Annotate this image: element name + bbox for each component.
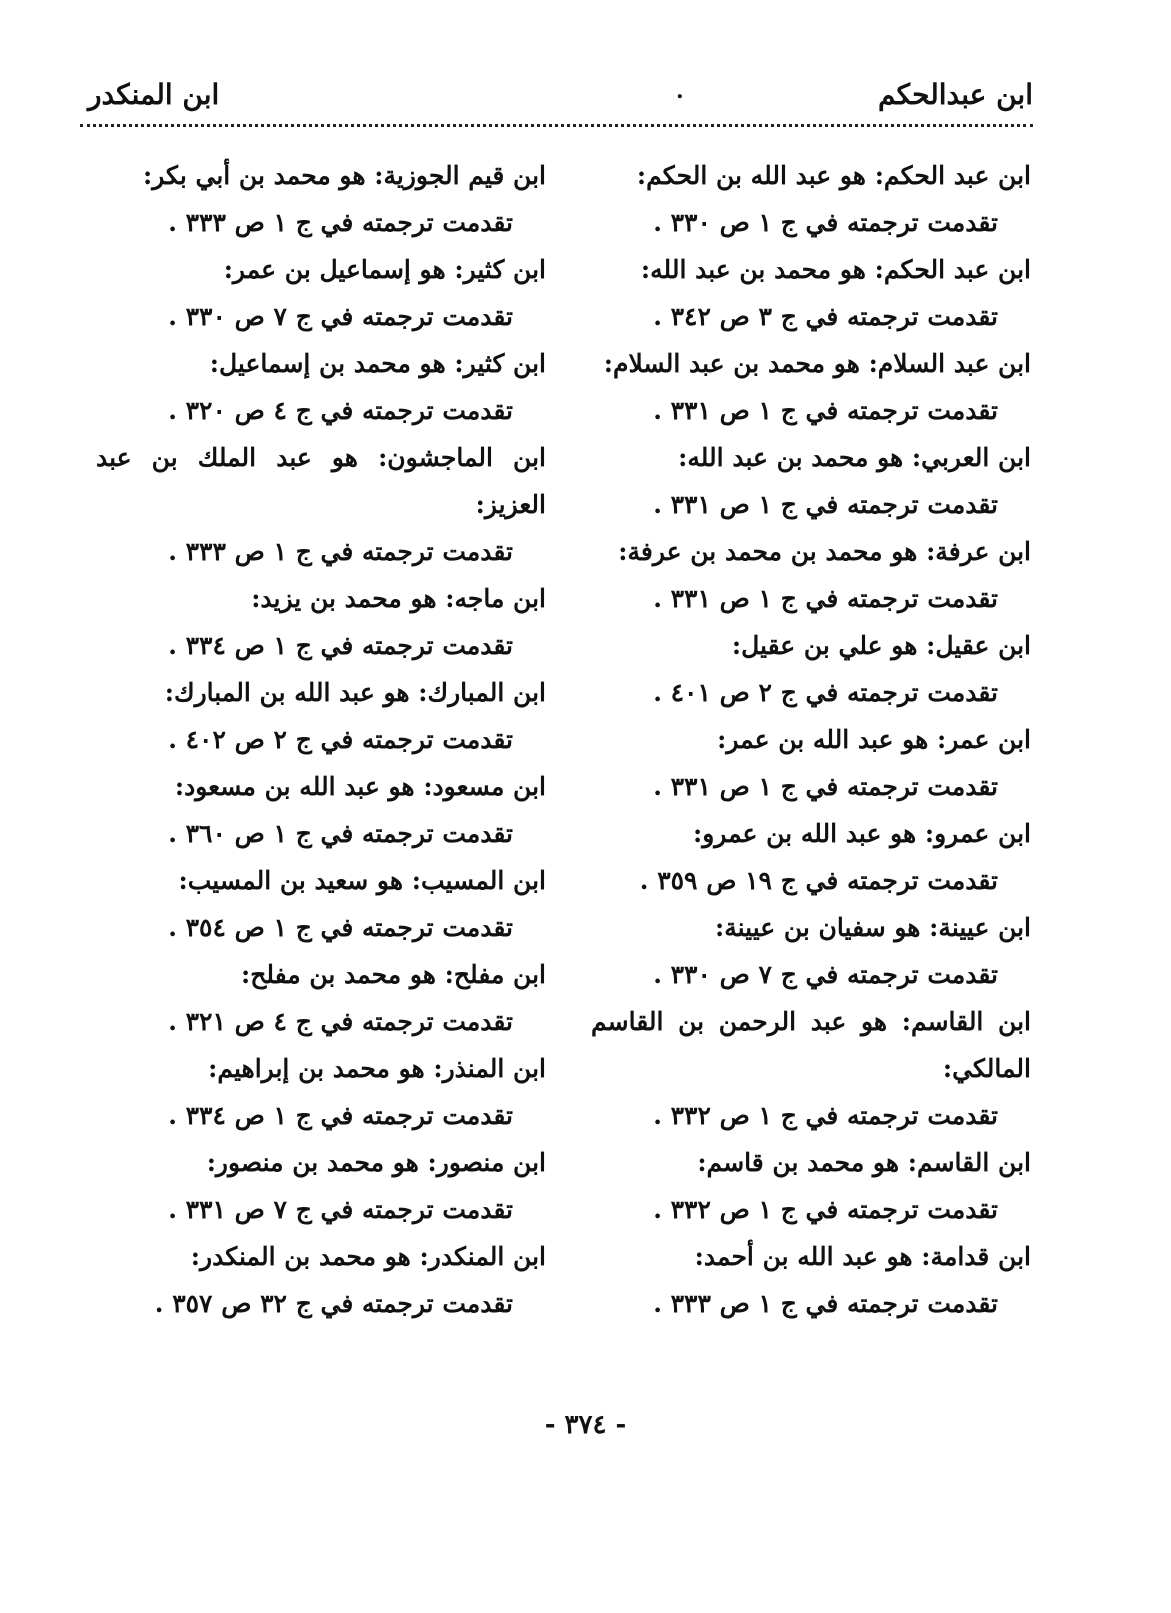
page-number: - ٣٧٤ - — [544, 1410, 627, 1440]
entry-reference: تقدمت ترجمته في ج ١ ص ٣٥٤ . — [168, 913, 513, 942]
index-entry — [591, 340, 1031, 434]
index-entry — [591, 904, 1031, 998]
entry-heading: ابن كثير: هو إسماعيل بن عمر: — [223, 255, 546, 284]
index-entry — [591, 246, 1031, 340]
entry-heading: ابن عيينة: هو سفيان بن عيينة: — [714, 913, 1031, 942]
index-entry — [96, 669, 546, 763]
entry-reference: تقدمت ترجمته في ج ١ ص ٣٣٣ . — [653, 1289, 998, 1318]
index-entry — [96, 246, 546, 340]
entry-reference: تقدمت ترجمته في ج ١ ص ٣٣١ . — [653, 396, 998, 425]
entry-reference: تقدمت ترجمته في ج ١ ص ٣٦٠ . — [168, 819, 513, 848]
index-entry — [96, 763, 546, 857]
entry-reference: تقدمت ترجمته في ج ٧ ص ٣٣٠ . — [653, 960, 998, 989]
entry-heading: ابن كثير: هو محمد بن إسماعيل: — [209, 349, 546, 378]
entry-heading: ابن العربي: هو محمد بن عبد الله: — [678, 443, 1031, 472]
index-entry — [591, 716, 1031, 810]
index-entry — [591, 810, 1031, 904]
index-entry — [96, 340, 546, 434]
header-dotted-rule — [80, 124, 1033, 127]
index-entry — [96, 575, 546, 669]
entry-heading: ابن المنذر: هو محمد بن إبراهيم: — [208, 1054, 546, 1083]
running-head-mark: . — [676, 78, 684, 104]
entry-reference: تقدمت ترجمته في ج ١٩ ص ٣٥٩ . — [639, 866, 998, 895]
entry-heading: ابن عبد الحكم: هو عبد الله بن الحكم: — [636, 161, 1031, 190]
entry-reference: تقدمت ترجمته في ج ١ ص ٣٣١ . — [653, 772, 998, 801]
entry-reference: تقدمت ترجمته في ج ٤ ص ٣٢١ . — [168, 1007, 513, 1036]
entry-heading: ابن الماجشون: هو عبد الملك بن عبد العزيز: — [96, 443, 546, 519]
entry-reference: تقدمت ترجمته في ج ١ ص ٣٣٢ . — [653, 1195, 998, 1224]
entry-reference: تقدمت ترجمته في ج ١ ص ٣٣٠ . — [653, 208, 998, 237]
index-entry — [591, 152, 1031, 246]
running-head-left: ابن المنكدر — [88, 78, 220, 111]
entry-heading: ابن ماجه: هو محمد بن يزيد: — [251, 584, 546, 613]
entry-heading: ابن عقيل: هو علي بن عقيل: — [731, 631, 1031, 660]
index-entry — [591, 528, 1031, 622]
entry-heading: ابن عمرو: هو عبد الله بن عمرو: — [692, 819, 1031, 848]
entry-reference: تقدمت ترجمته في ج ١ ص ٣٣٤ . — [168, 1101, 513, 1130]
running-head-right: ابن عبدالحكم — [878, 78, 1033, 111]
index-entry — [591, 1139, 1031, 1233]
entry-heading: ابن قدامة: هو عبد الله بن أحمد: — [694, 1242, 1031, 1271]
index-entry — [591, 622, 1031, 716]
entry-reference: تقدمت ترجمته في ج ٢ ص ٤٠٢ . — [168, 725, 513, 754]
entry-heading: ابن عبد الحكم: هو محمد بن عبد الله: — [640, 255, 1031, 284]
entry-heading: ابن المسيب: هو سعيد بن المسيب: — [178, 866, 546, 895]
entry-heading: ابن القاسم: هو عبد الرحمن بن القاسم المالكي: — [591, 1007, 1031, 1083]
index-entry — [591, 1233, 1031, 1327]
entry-reference: تقدمت ترجمته في ج ٤ ص ٣٢٠ . — [168, 396, 513, 425]
index-entry — [96, 1139, 546, 1233]
entry-heading: ابن المبارك: هو عبد الله بن المبارك: — [164, 678, 546, 707]
index-entry — [96, 434, 546, 575]
entry-heading: ابن المنكدر: هو محمد بن المنكدر: — [190, 1242, 546, 1271]
entry-reference: تقدمت ترجمته في ج ١ ص ٣٣٢ . — [653, 1101, 998, 1130]
entry-reference: تقدمت ترجمته في ج ١ ص ٣٣٣ . — [168, 537, 513, 566]
entry-heading: ابن عرفة: هو محمد بن محمد بن عرفة: — [618, 537, 1031, 566]
entry-reference: تقدمت ترجمته في ج ٣٢ ص ٣٥٧ . — [154, 1289, 513, 1318]
entry-heading: ابن عمر: هو عبد الله بن عمر: — [717, 725, 1031, 754]
index-entry — [591, 434, 1031, 528]
index-entry — [96, 951, 546, 1045]
entry-reference: تقدمت ترجمته في ج ١ ص ٣٣٤ . — [168, 631, 513, 660]
entry-reference: تقدمت ترجمته في ج ٣ ص ٣٤٢ . — [653, 302, 998, 331]
running-head — [88, 78, 1033, 118]
entry-reference: تقدمت ترجمته في ج ٧ ص ٣٣٠ . — [168, 302, 513, 331]
entry-heading: ابن قيم الجوزية: هو محمد بن أبي بكر: — [143, 161, 546, 190]
left-column — [96, 152, 546, 1327]
index-entry — [591, 998, 1031, 1139]
entry-heading: ابن منصور: هو محمد بن منصور: — [206, 1148, 546, 1177]
index-entry — [96, 1233, 546, 1327]
index-entry — [96, 857, 546, 951]
entry-reference: تقدمت ترجمته في ج ١ ص ٣٣١ . — [653, 584, 998, 613]
entry-heading: ابن مفلح: هو محمد بن مفلح: — [240, 960, 546, 989]
entry-heading: ابن عبد السلام: هو محمد بن عبد السلام: — [603, 349, 1031, 378]
index-entry — [96, 152, 546, 246]
right-column — [591, 152, 1031, 1327]
entry-reference: تقدمت ترجمته في ج ١ ص ٣٣١ . — [653, 490, 998, 519]
entry-reference: تقدمت ترجمته في ج ٢ ص ٤٠١ . — [653, 678, 998, 707]
entry-reference: تقدمت ترجمته في ج ١ ص ٣٣٣ . — [168, 208, 513, 237]
index-entry — [96, 1045, 546, 1139]
entry-heading: ابن مسعود: هو عبد الله بن مسعود: — [174, 772, 546, 801]
entry-heading: ابن القاسم: هو محمد بن قاسم: — [697, 1148, 1031, 1177]
entry-reference: تقدمت ترجمته في ج ٧ ص ٣٣١ . — [168, 1195, 513, 1224]
